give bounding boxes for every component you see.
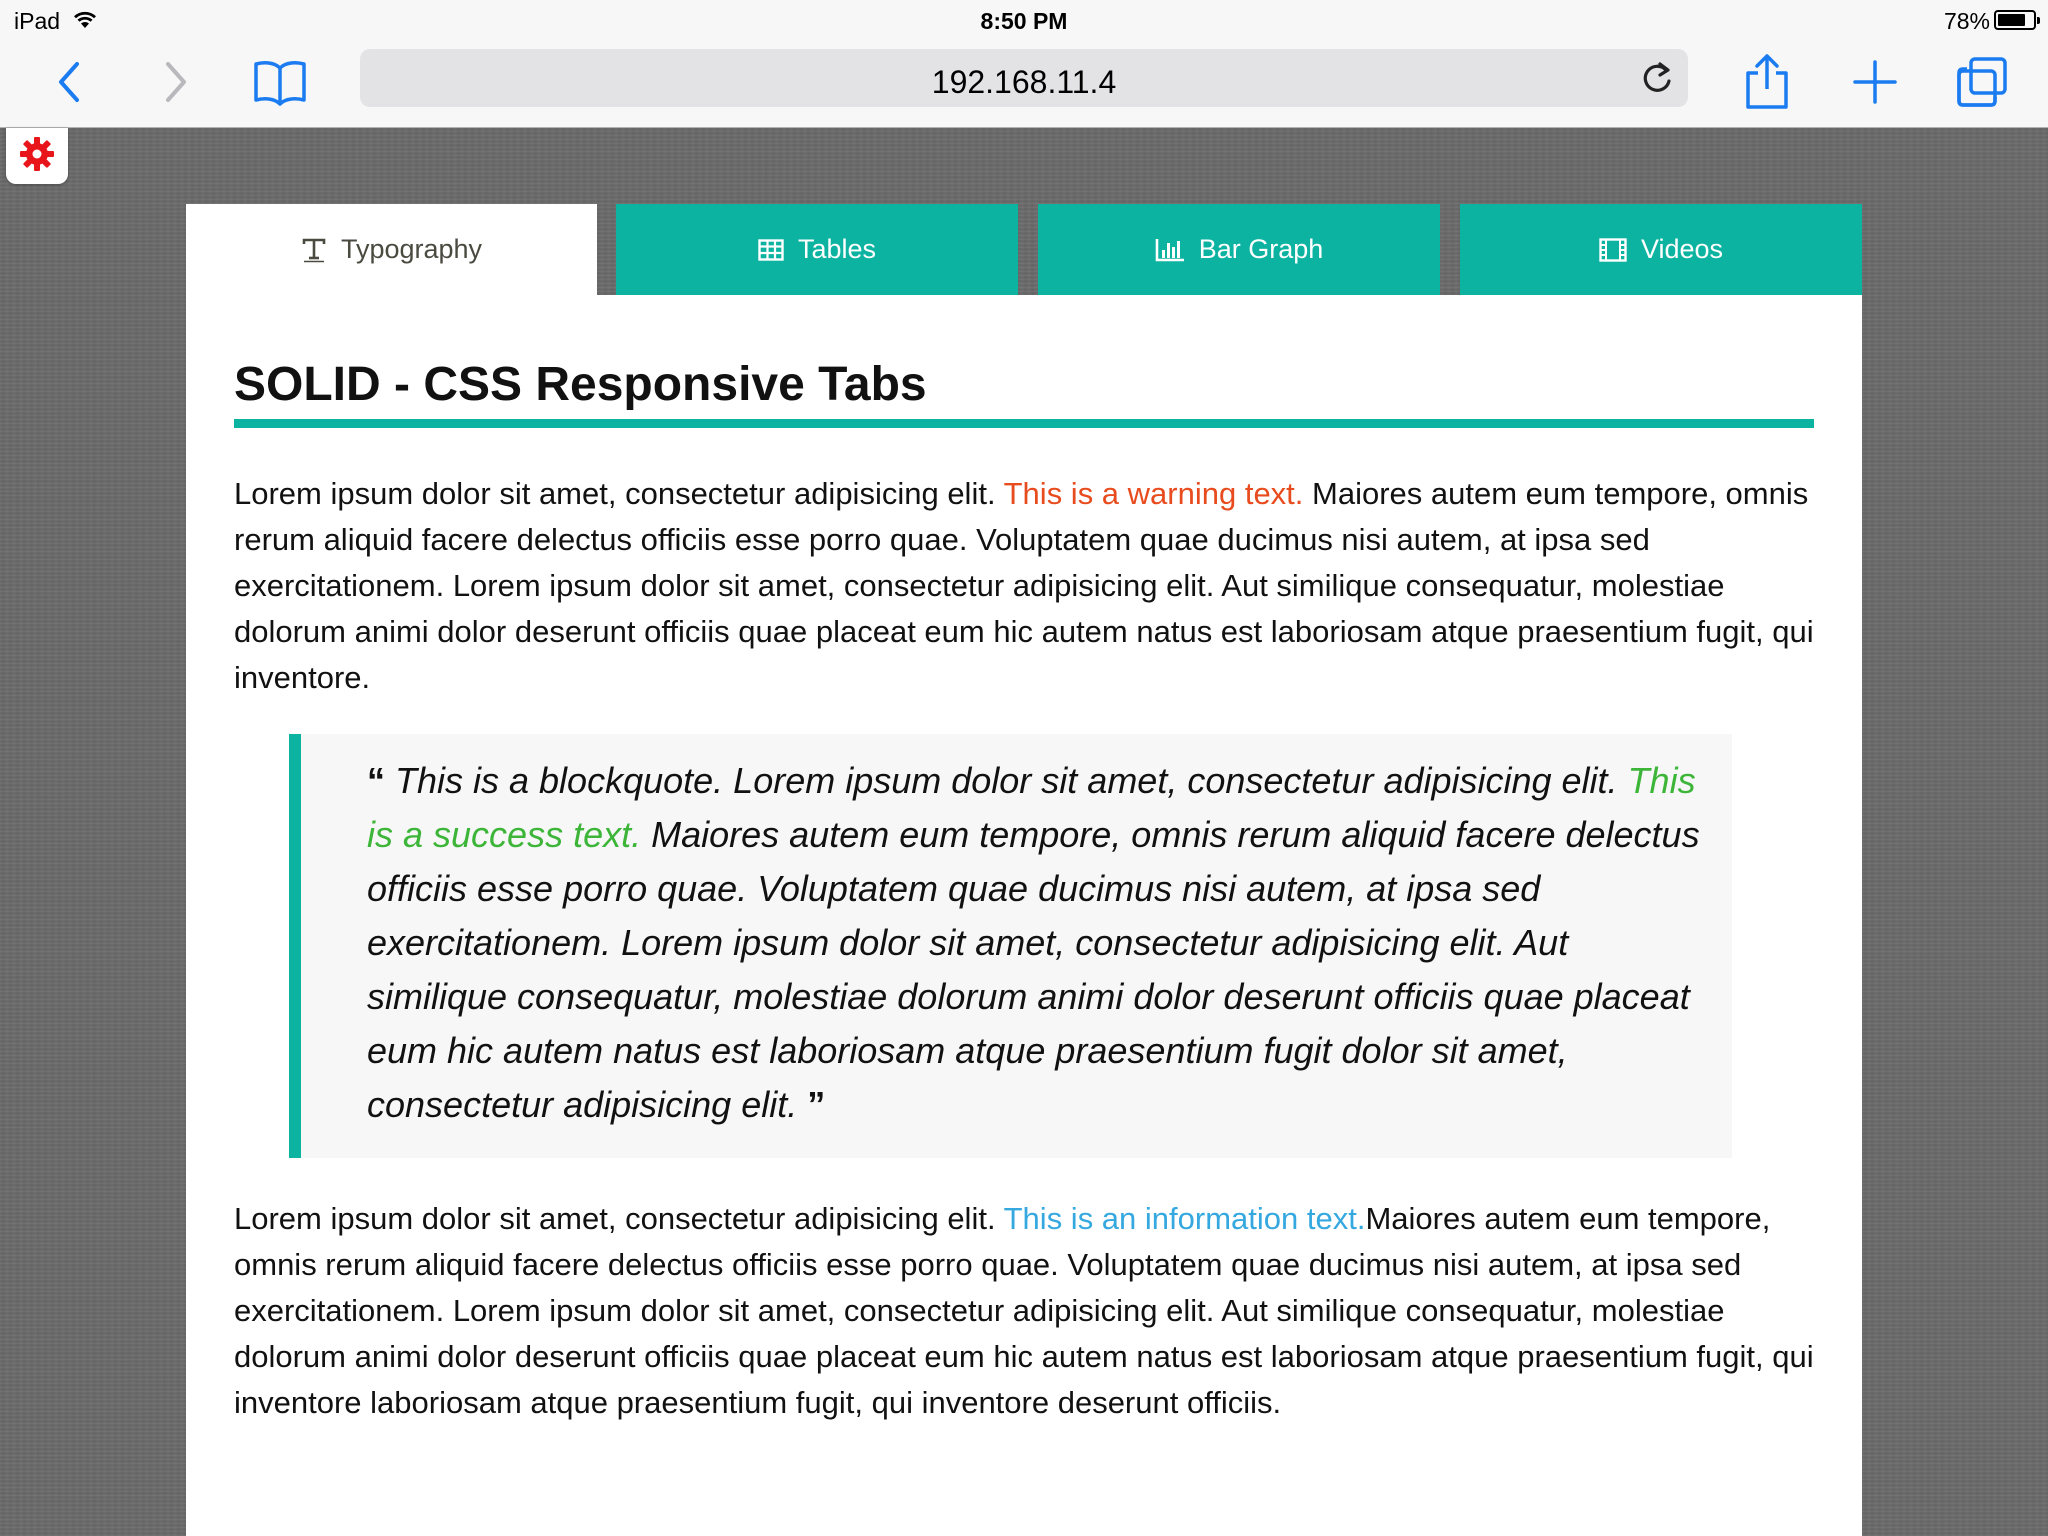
tab-label: Tables xyxy=(797,234,877,264)
reload-icon[interactable] xyxy=(1640,61,1674,95)
device-name: iPad xyxy=(14,8,61,34)
tab-typography[interactable] xyxy=(186,204,597,295)
tab-bar xyxy=(186,204,1862,295)
typography-icon xyxy=(301,237,327,263)
url-text: 192.168.11.4 xyxy=(931,64,1117,100)
paragraph-text: Maiores autem eum tempore, omnis rerum aliquid facere delectus officiis esse porro quae. Voluptatem quae ducimus nisi autem, at ipsa sed exercitationem. Lorem ipsum dolor sit amet, consectetur adipisicing elit. Aut similique consequatur, molestiae dolorum animi dolor deserunt officiis quae placeat eum hic autem natus est laboriosam atque praesentium fugit, qui inventore. xyxy=(234,476,1814,695)
new-tab-icon[interactable] xyxy=(1845,52,1905,112)
tab-bar-graph[interactable] xyxy=(1038,204,1440,295)
bar-graph-icon xyxy=(1155,238,1185,262)
close-quote-mark: ” xyxy=(807,1084,826,1125)
blockquote-body: Maiores autem eum tempore, omnis rerum aliquid facere delectus officiis esse porro quae. Voluptatem quae ducimus nisi autem, at ipsa sed exercitationem. Lorem ipsum dolor sit amet, consectetur adipisicing elit. Aut similique consequatur, molestiae dolorum animi dolor deserunt officiis quae placeat eum hic autem natus est laboriosam atque praesentium fugit dolor sit amet, consectetur adipisicing elit. xyxy=(367,814,1700,1125)
blockquote xyxy=(289,734,1732,1158)
tab-videos[interactable] xyxy=(1460,204,1862,295)
status-bar xyxy=(0,0,2048,40)
tab-label: Typography xyxy=(340,234,483,264)
forward-icon[interactable] xyxy=(145,52,205,112)
tab-panel xyxy=(186,295,1862,1536)
success-text: This is a success text. xyxy=(367,760,1696,855)
tabs-icon[interactable] xyxy=(1952,52,2012,112)
table-icon xyxy=(758,239,784,261)
blockquote-body: This is a blockquote. Lorem ipsum dolor sit amet, consectetur adipisicing elit. xyxy=(385,760,1628,801)
tab-tables[interactable] xyxy=(616,204,1018,295)
info-text: This is an information text. xyxy=(1003,1201,1366,1236)
warning-text: This is a warning text. xyxy=(1003,476,1304,511)
tab-label: Videos xyxy=(1640,234,1724,264)
address-bar[interactable] xyxy=(360,49,1688,107)
share-icon[interactable] xyxy=(1737,52,1797,112)
paragraph-2 xyxy=(234,1196,1814,1426)
bookmarks-icon[interactable] xyxy=(250,52,310,112)
page-title: SOLID - CSS Responsive Tabs xyxy=(234,358,927,411)
paragraph-text: Maiores autem eum tempore, omnis rerum aliquid facere delectus officiis esse porro quae. Voluptatem quae ducimus nisi autem, at ipsa sed exercitationem. Lorem ipsum dolor sit amet, consectetur adipisicing elit. Aut similique consequatur, molestiae dolorum animi dolor deserunt officiis quae placeat eum hic autem natus est laboriosam atque praesentium fugit, qui inventore laboriosam atque praesentium fugit, qui inventore deserunt officiis. xyxy=(234,1201,1814,1420)
tab-label: Bar Graph xyxy=(1198,234,1324,264)
battery-icon xyxy=(1994,10,2036,30)
paragraph-text: Lorem ipsum dolor sit amet, consectetur adipisicing elit. xyxy=(234,1201,1004,1236)
open-quote-mark: “ xyxy=(367,760,385,801)
paragraph-1 xyxy=(234,471,1814,701)
film-icon xyxy=(1599,238,1627,262)
settings-button[interactable] xyxy=(6,128,68,184)
title-underline xyxy=(234,419,1814,428)
blockquote-text xyxy=(367,754,1712,1132)
gear-icon xyxy=(19,136,55,176)
clock: 8:50 PM xyxy=(980,8,1068,34)
back-icon[interactable] xyxy=(40,52,100,112)
browser-toolbar xyxy=(0,40,2048,128)
paragraph-text: Lorem ipsum dolor sit amet, consectetur adipisicing elit. xyxy=(234,476,1004,511)
battery-percent: 78% xyxy=(1943,8,1990,34)
